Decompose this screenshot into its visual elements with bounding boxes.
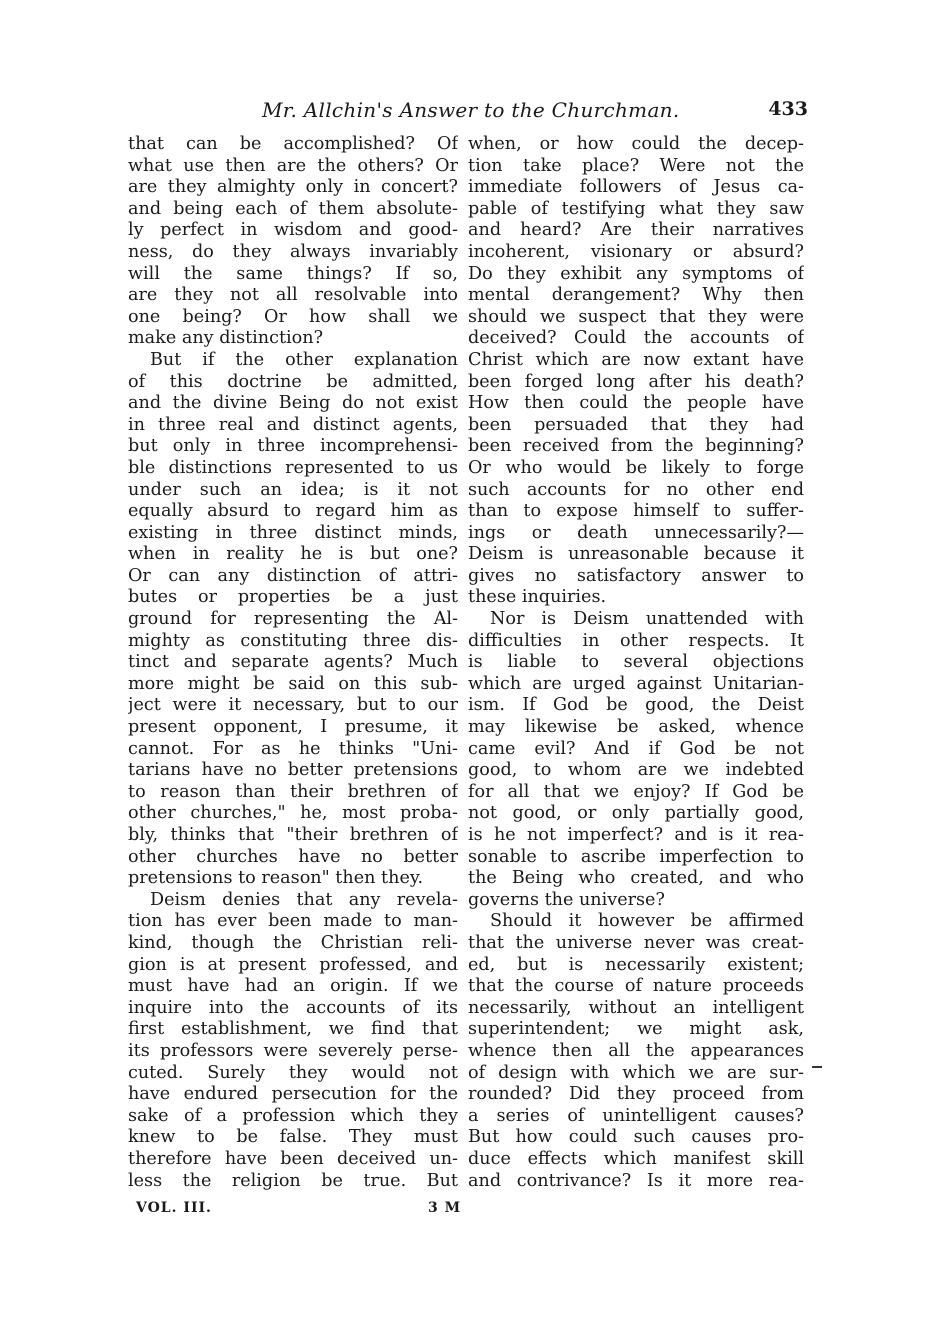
text-line: in three real and distinct agents, bbox=[128, 414, 458, 435]
text-line: gion is at present professed, and bbox=[128, 954, 458, 975]
text-line: not good, or only partially good, bbox=[468, 803, 804, 824]
text-line: more might be said on this sub- bbox=[128, 673, 458, 694]
text-line: have endured persecution for the bbox=[128, 1084, 458, 1105]
text-line: pretensions to reason" then they. bbox=[128, 868, 424, 889]
text-line: one being? Or how shall we bbox=[128, 306, 458, 327]
text-line: than to expose himself to suffer- bbox=[468, 501, 804, 522]
text-line: and being each of them absolute- bbox=[128, 198, 458, 219]
text-line: therefore have been deceived un- bbox=[128, 1148, 458, 1169]
text-line: and heard? Are their narratives bbox=[468, 220, 804, 241]
text-line: But how could such causes pro- bbox=[468, 1127, 804, 1148]
text-line: should we suspect that they were bbox=[468, 306, 804, 327]
text-line: which are urged against Unitarian- bbox=[468, 673, 804, 694]
text-line: mighty as constituting three dis- bbox=[128, 630, 458, 651]
text-line: deceived? Could the accounts of bbox=[468, 328, 804, 349]
text-line: Deism is unreasonable because it bbox=[468, 544, 804, 565]
text-line: existing in three distinct minds, bbox=[128, 522, 458, 543]
text-line: superintendent; we might ask, bbox=[468, 1019, 804, 1040]
text-line: is liable to several objections bbox=[468, 652, 804, 673]
text-line: pable of testifying what they saw bbox=[468, 198, 804, 219]
text-line: to reason than their brethren of bbox=[128, 781, 458, 802]
text-line: Or who would be likely to forge bbox=[468, 457, 804, 478]
text-line: came evil? And if God be not bbox=[468, 738, 804, 759]
text-line: other churches," he, most proba- bbox=[128, 803, 458, 824]
text-line: other churches have no better bbox=[128, 846, 458, 867]
text-line: ed, but is necessarily existent; bbox=[468, 954, 804, 975]
text-line: butes or properties be a just bbox=[128, 587, 458, 608]
text-line: ism. If God be good, the Deist bbox=[468, 695, 804, 716]
text-line: may likewise be asked, whence bbox=[468, 717, 804, 738]
text-line: must have had an origin. If we bbox=[128, 976, 458, 997]
text-line: of this doctrine be admitted, bbox=[128, 371, 458, 392]
text-line: ness, do they always invariably bbox=[128, 241, 458, 262]
text-line: and the divine Being do not exist bbox=[128, 393, 458, 414]
text-line: ground for representing the Al- bbox=[128, 609, 458, 630]
text-line: Christ which are now extant have bbox=[468, 349, 804, 370]
text-line: ings or death unnecessarily?— bbox=[468, 522, 804, 543]
left-column bbox=[128, 134, 458, 1192]
text-line: such accounts for no other end bbox=[468, 479, 804, 500]
text-line: will the same things? If so, bbox=[128, 263, 458, 284]
text-line: tion take place? Were not the bbox=[468, 155, 804, 176]
text-line: its professors were severely perse- bbox=[128, 1040, 458, 1061]
text-line: and contrivance? Is it more rea- bbox=[468, 1170, 804, 1191]
text-line: Or can any distinction of attri- bbox=[128, 565, 458, 586]
text-line: rounded? Did they proceed from bbox=[468, 1084, 804, 1105]
text-line: necessarily, without an intelligent bbox=[468, 997, 804, 1018]
text-line: a series of unintelligent causes? bbox=[468, 1105, 804, 1126]
text-line: are they almighty only in concert? bbox=[128, 177, 458, 198]
text-line: of design with which we are sur- bbox=[468, 1062, 804, 1083]
text-line: these inquiries. bbox=[468, 587, 607, 608]
text-line: cannot. For as he thinks "Uni- bbox=[128, 738, 458, 759]
text-line: But if the other explanation bbox=[150, 349, 458, 370]
text-line: Deism denies that any revela- bbox=[150, 889, 458, 910]
text-line: when in reality he is but one? bbox=[128, 544, 458, 565]
text-line: bly, thinks that "their brethren of bbox=[128, 825, 458, 845]
text-line: are they not all resolvable into bbox=[128, 285, 458, 306]
text-line: duce effects which manifest skill bbox=[468, 1148, 804, 1169]
text-line: sonable to ascribe imperfection to bbox=[468, 846, 804, 867]
text-line: whence then all the appearances bbox=[468, 1040, 804, 1061]
text-line: what use then are the others? Or bbox=[128, 155, 458, 176]
text-line: difficulties in other respects. It bbox=[468, 630, 804, 651]
text-line: ject were it necessary, but to our bbox=[128, 695, 458, 716]
right-column bbox=[468, 134, 804, 1192]
text-line: knew to be false. They must bbox=[128, 1127, 458, 1148]
text-line: immediate followers of Jesus ca- bbox=[468, 177, 804, 198]
text-line: ble distinctions represented to us bbox=[128, 457, 458, 478]
text-line: less the religion be true. But bbox=[128, 1170, 458, 1191]
page-number: 433 bbox=[768, 98, 808, 120]
signature-mark: 3 M bbox=[428, 1200, 462, 1216]
text-line: the Being who created, and who bbox=[468, 868, 804, 889]
volume-label: VOL. III. bbox=[136, 1200, 212, 1216]
text-line: first establishment, we find that bbox=[128, 1019, 458, 1040]
text-line: equally absurd to regard him as bbox=[128, 501, 458, 522]
text-line: been persuaded that they had bbox=[468, 414, 804, 435]
page-header bbox=[128, 96, 808, 130]
text-line: for all that we enjoy? If God be bbox=[468, 781, 804, 802]
text-line: inquire into the accounts of its bbox=[128, 997, 458, 1018]
text-line: Should it however be affirmed bbox=[490, 911, 804, 932]
text-line: Nor is Deism unattended with bbox=[490, 609, 804, 630]
page-footer bbox=[128, 1200, 808, 1224]
text-line: that the course of nature proceeds bbox=[468, 976, 804, 997]
text-line: cuted. Surely they would not bbox=[128, 1062, 458, 1083]
text-line: mental derangement? Why then bbox=[468, 285, 804, 306]
text-line: good, to whom are we indebted bbox=[468, 760, 804, 781]
text-line: present opponent, I presume, it bbox=[128, 717, 458, 738]
text-line: make any distinction? bbox=[128, 328, 324, 349]
text-line: Do they exhibit any symptoms of bbox=[468, 263, 804, 284]
text-line: governs the universe? bbox=[468, 889, 665, 910]
margin-mark bbox=[812, 1066, 822, 1068]
text-line: kind, though the Christian reli- bbox=[128, 932, 458, 953]
text-line: How then could the people have bbox=[468, 393, 804, 414]
text-line: tarians have no better pretensions bbox=[128, 760, 458, 781]
running-title: Mr. Allchin's Answer to the Churchman. bbox=[262, 98, 680, 122]
text-line: ly perfect in wisdom and good- bbox=[128, 220, 458, 241]
text-line: tion has ever been made to man- bbox=[128, 911, 458, 932]
text-line: sake of a profession which they bbox=[128, 1105, 458, 1126]
text-line: been received from the beginning? bbox=[468, 436, 804, 457]
text-line: tinct and separate agents? Much bbox=[128, 652, 458, 673]
text-line: that can be accomplished? Of bbox=[128, 134, 458, 154]
text-line: under such an idea; is it not bbox=[128, 479, 458, 500]
text-line: gives no satisfactory answer to bbox=[468, 565, 804, 586]
text-line: that the universe never was creat- bbox=[468, 932, 804, 953]
text-line: but only in three incomprehensi- bbox=[128, 436, 458, 457]
text-line: is he not imperfect? and is it rea- bbox=[468, 825, 804, 845]
text-line: been forged long after his death? bbox=[468, 371, 804, 392]
text-line: incoherent, visionary or absurd? bbox=[468, 241, 804, 262]
text-line: when, or how could the decep- bbox=[468, 134, 804, 154]
